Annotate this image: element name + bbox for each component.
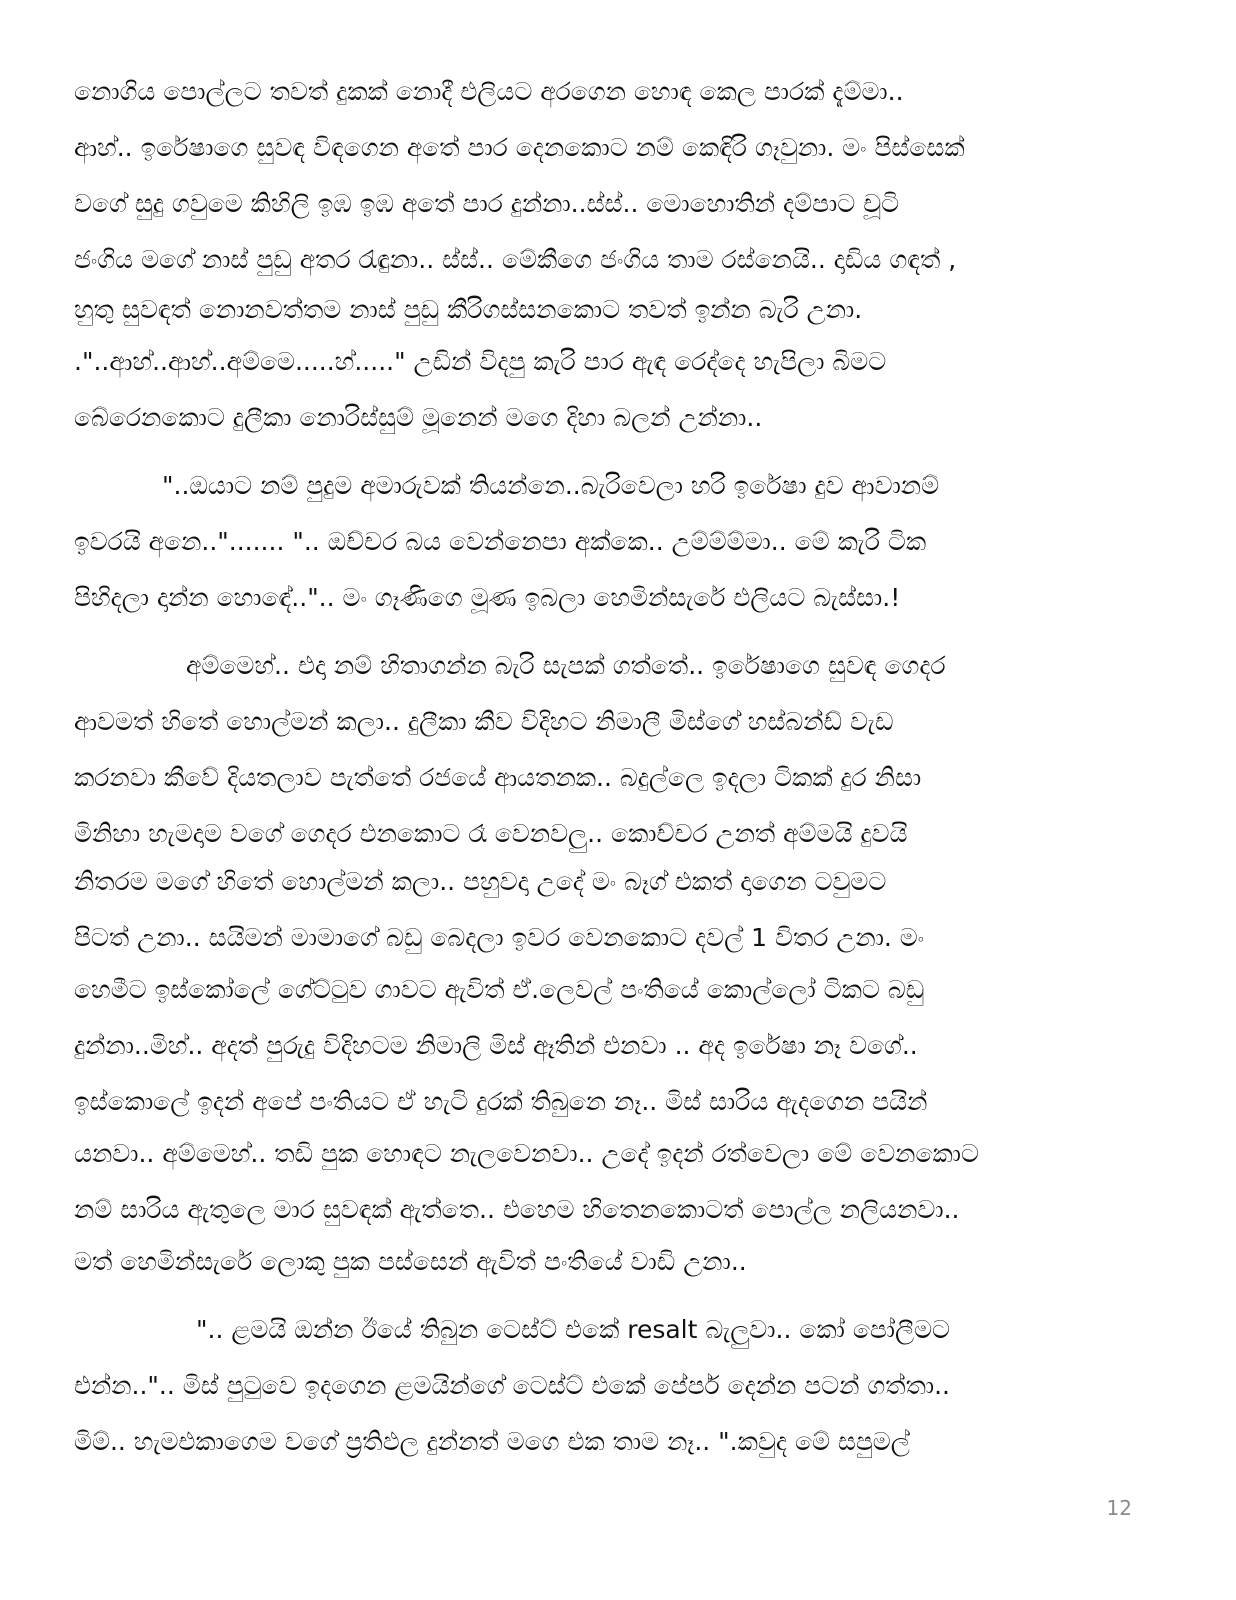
text-line: හෙමීට ඉස්කෝලේ ගේට්ටුව ගාවට ඇවිත් ඒ.ලෙවල් පංතියේ කොල්ලෝ ටිකට බඩු [74,975,925,1004]
text-line: ඉවරයි අනෙ.."....... ".. ඔච්චර බය වෙන්නෙපා අක්කෙ.. උම්ම්ම්මා.. මේ කැරි ටික [74,527,927,556]
text-line: ආහ්.. ඉරේෂාගෙ සුවඳ විඳගෙන අතේ පාර දෙනකොට නම් කෙඳිරි ගෑවුනා. මං පිස්සෙක් [74,133,965,162]
text-line: පිහිදලා දාන්න හොඳේ..".. මං ගෑණිගෙ මූණ ඉබලා හෙමින්සැරේ එලියට බැස්සා.! [74,583,901,612]
text-line: හුතු සුවඳත් නොනවත්තම නාස් පුඩු කීරිගස්සනකොට තවත් ඉන්න බැරි උනා. [74,295,863,324]
text-line: මිම්.. හැමඑකාගෙම වගේ ප්‍රතිඵල දුන්නත් මගෙ එක තාම නෑ.. ".කවුද මේ සපුමල් [74,1427,910,1456]
text-line: මත් හෙමින්සැරේ ලොකු පුක පස්සෙන් ඇවිත් පංතියේ වාඩි උනා.. [74,1247,747,1276]
text-line: බේරෙනකොට දුලීකා නොරිස්සුම් මූනෙන් මගෙ දිහා බලන් උන්නා.. [74,403,763,432]
text-line: නොගිය පොල්ලට තවත් දුකක් නොදී එලියට අරගෙන හොඳ කෙල පාරක් දැම්මා.. [74,77,904,106]
text-line: නිතරම මගේ හිතේ හොල්මන් කලා.. පහුවදා උදේ මං බෑග් එකත් දාගෙන ටවුමට [74,867,887,896]
text-line: දුන්නා..මිහ්.. අදත් පුරුදු විදිහටම නිමාලි මිස් ඈතින් එනවා .. අද ඉරේෂා නෑ වගේ.. [74,1031,918,1060]
text-line: මිනිහා හැමදාම වගේ ගෙදර එනකොට රෑ වෙනවලු.. කොච්චර උනත් අම්මයි දුවයි [74,819,908,848]
text-line: ජංගිය මගේ නාස් පුඩු අතර රැඳුනා.. ස්ස්.. මේකීගෙ ජංගිය තාම රස්නෙයි.. දාඩිය ගඳත් , [74,245,957,274]
text-line: ආවමත් හිතේ හොල්මන් කලා.. දුලීකා කීව විදිහට නිමාලී මිස්ගේ හස්බන්ඩ් වැඩ [74,707,894,736]
text-line: යනවා.. අම්මෙහ්.. තඩි පුක හොඳට නැලවෙනවා.. උදේ ඉදන් රත්වෙලා මේ වෙනකොට [74,1139,980,1168]
text-line: කරනවා කීවේ දියතලාව පැත්තේ රජයේ ආයතනක.. බදුල්ලෙ ඉදලා ටිකක් දුර නිසා [74,763,922,792]
text-line: වගේ සුදු ගවුමෙ කිහිලි ඉඹ ඉඹ අතේ පාර දුන්නා..ස්ස්.. මොහොතින් දම්පාට චූටි [74,189,900,218]
text-line: ඉස්කොලේ ඉදන් අපේ පංතියට ඒ හැටි දුරක් තිබුනෙ නෑ.. මිස් සාරිය ඇදගෙන පයින් [74,1087,928,1116]
text-line: ."..ආහ්..ආහ්..අම්මෙ.....හ්....." උඩින් විදපු කැරි පාර ඇඳ රෙද්දෙ හැපිලා බිමට [74,347,887,376]
text-line: පිටත් උනා.. සයිමන් මාමාගේ බඩු බෙදලා ඉවර වෙනකොට දවල් 1 විතර උනා. මං [74,923,925,952]
text-line: ".. ළමයි ඔන්න ඊයේ තිබුන ටෙස්ට් එකේ resalt බැලුවා.. කෝ පෝලීමට [196,1315,951,1344]
text-line: අම්මෙහ්.. එදා නම් හිතාගන්න බැරි සැපක් ගත්තේ.. ඉරේෂාගෙ සුවඳ ගෙදර [186,651,946,680]
text-line: "..ඔයාට නම් පුදුම අමාරුවක් තියන්නෙ..බැරිවෙලා හරි ඉරේෂා දුව ආවානම් [162,471,940,500]
page-number: 12 [1106,1496,1132,1520]
text-line: එන්න..".. මිස් පුටුවෙ ඉදගෙන ළමයින්ගේ ටෙස්ට් එකේ පේපර් දෙන්න පටන් ගත්තා.. [74,1371,951,1400]
text-line: නම් සාරිය ඇතුලෙ මාර සුවඳක් ඇත්තෙ.. එහෙම හිතෙනකොටත් පොල්ල නලියනවා.. [74,1195,960,1224]
